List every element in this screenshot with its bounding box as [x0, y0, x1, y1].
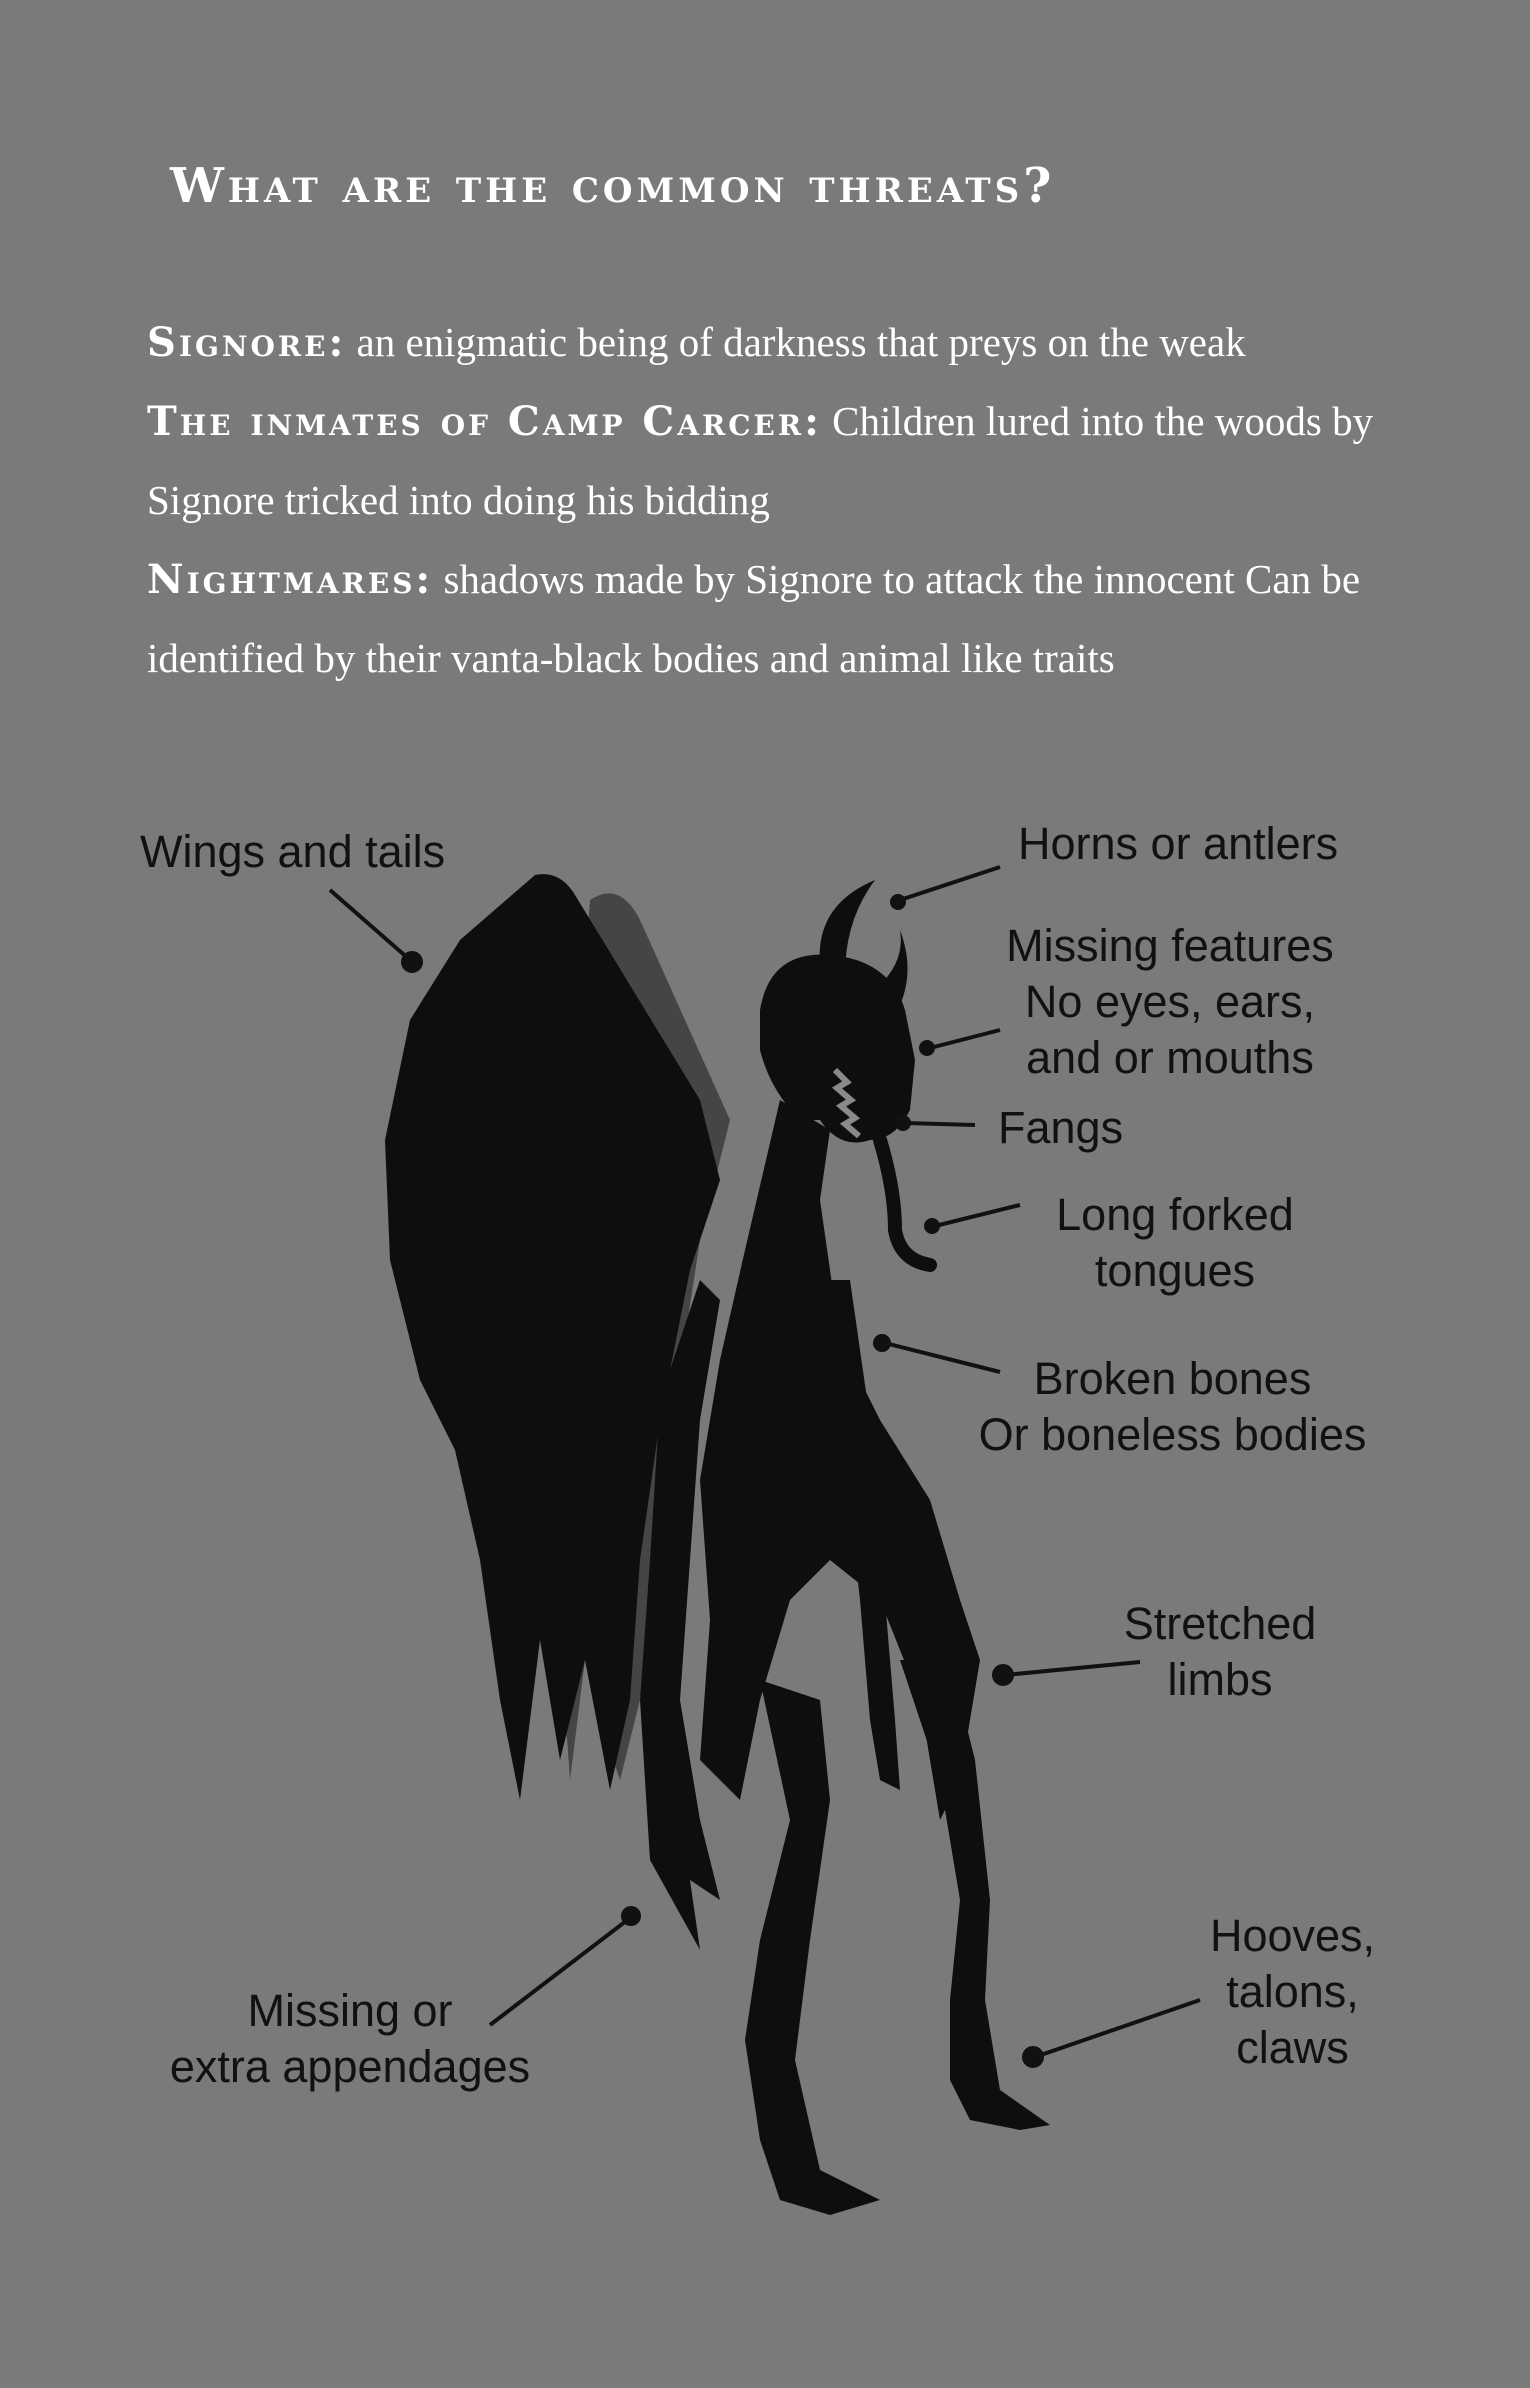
threat-description: shadows made by Signore to attack the innocent Can be identified by their vanta-black bodies and animal like traits	[147, 556, 1361, 681]
label-horns-or-antlers: Horns or antlers	[1018, 818, 1339, 869]
pointer-fangs	[905, 1123, 975, 1125]
threat-term: Signore:	[147, 319, 347, 366]
pointer-wings	[330, 890, 410, 960]
forked-tongue	[880, 1140, 930, 1265]
threat-description: an enigmatic being of darkness that preys on the weak	[356, 319, 1246, 365]
threat-term: Nightmares:	[147, 556, 434, 603]
page-title: What are the common threats?	[170, 158, 1056, 214]
label-missing-features: Missing features No eyes, ears, and or mouths	[1006, 920, 1334, 1083]
pointer-horns	[900, 867, 1000, 900]
label-fangs: Fangs	[998, 1102, 1124, 1153]
threat-description: Children lured into the woods by Signore tricked into doing his bidding	[147, 398, 1374, 523]
label-missing-or-extra-appendages: Missing or extra appendages	[169, 1985, 531, 2092]
label-broken-bones: Broken bones Or boneless bodies	[978, 1353, 1367, 1460]
label-wings-and-tails: Wings and tails	[140, 826, 446, 877]
threat-term: The inmates of Camp Carcer:	[147, 398, 822, 445]
pointer-hooves	[1035, 2000, 1200, 2057]
label-hooves-talons-claws: Hooves, talons, claws	[1209, 1910, 1376, 2073]
label-stretched-limbs: Stretched limbs	[1123, 1598, 1317, 1705]
left-leg	[745, 1680, 880, 2215]
pointer-features	[930, 1030, 1000, 1048]
label-long-forked-tongues: Long forked tongues	[1056, 1189, 1294, 1296]
pointer-tongues	[935, 1205, 1020, 1226]
